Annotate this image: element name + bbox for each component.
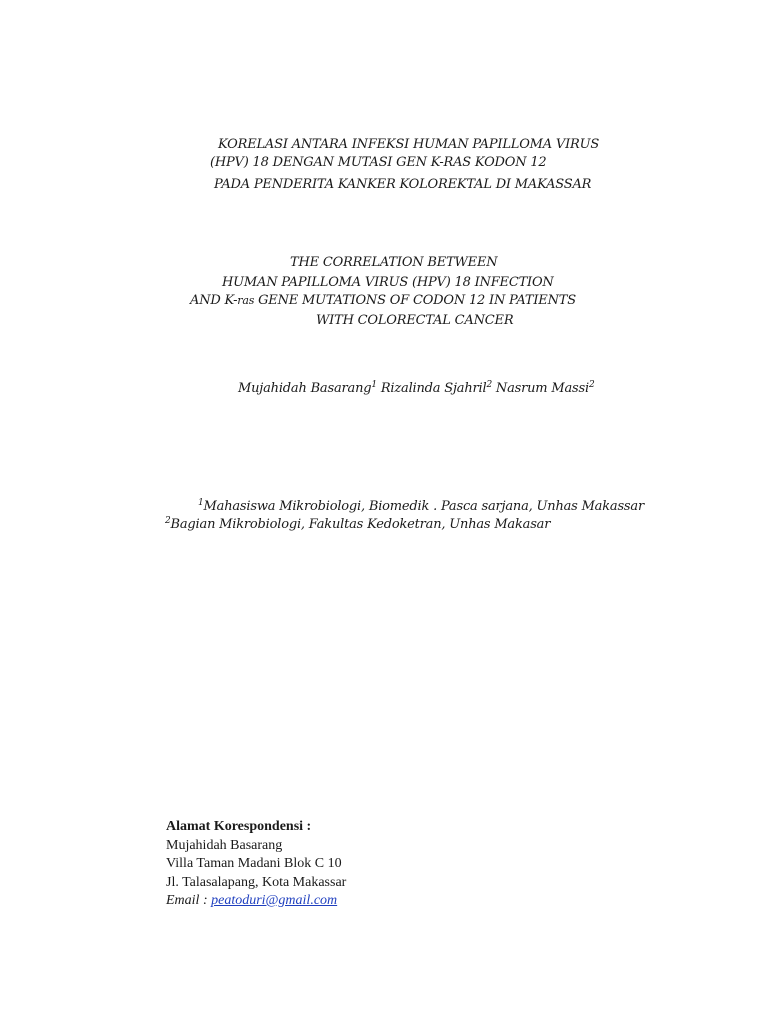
- correspondence-address-1: Villa Taman Madani Blok C 10: [166, 856, 342, 871]
- affiliation-2: [165, 516, 550, 534]
- title-en-line-4: WITH COLORECTAL CANCER: [316, 313, 514, 328]
- title-en-line-3-part-c: GENE MUTATIONS OF CODON 12 IN PATIENTS: [254, 293, 576, 308]
- author-2: Rizalinda Sjahril: [376, 381, 487, 396]
- title-id-line-2: (HPV) 18 DENGAN MUTASI GEN K-RAS KODON 12: [210, 155, 547, 170]
- email-link[interactable]: peatoduri@gmail.com: [211, 893, 338, 908]
- title-en-line-2: HUMAN PAPILLOMA VIRUS (HPV) 18 INFECTION: [222, 275, 554, 290]
- correspondence-heading: Alamat Korespondensi :: [166, 819, 312, 834]
- title-en-line-3-part-a: AND K-: [190, 293, 238, 308]
- title-en-line-1: THE CORRELATION BETWEEN: [290, 255, 498, 270]
- affiliation-2-mark: 2: [165, 516, 171, 526]
- affiliation-1-mark: 1: [198, 498, 204, 508]
- author-3-affiliation-mark: 2: [588, 380, 595, 390]
- title-id-line-1: KORELASI ANTARA INFEKSI HUMAN PAPILLOMA VIRUS: [218, 137, 600, 152]
- affiliation-1-text: Mahasiswa Mikrobiologi, Biomedik . Pasca sarjana, Unhas Makassar: [203, 499, 644, 514]
- correspondence-email-row: [166, 892, 346, 911]
- correspondence-block: [166, 818, 346, 911]
- email-label: Email :: [166, 893, 212, 908]
- correspondence-name: Mujahidah Basarang: [166, 837, 283, 853]
- author-3: Nasrum Massi: [491, 381, 589, 396]
- correspondence-address-2: Jl. Talasalapang, Kota Makassar: [166, 874, 347, 890]
- title-en-ras-term: ras: [237, 294, 255, 307]
- title-en-line-3: [190, 292, 576, 310]
- title-id-line-3: PADA PENDERITA KANKER KOLOREKTAL DI MAKASSAR: [214, 177, 592, 192]
- author-1: Mujahidah Basarang: [238, 381, 372, 396]
- affiliation-2-text: Bagian Mikrobiologi, Fakultas Kedoketran, Unhas Makasar: [170, 517, 551, 532]
- author-1-affiliation-mark: 1: [371, 380, 377, 390]
- author-list: [238, 380, 594, 398]
- affiliation-1: [198, 498, 644, 516]
- author-2-affiliation-mark: 2: [486, 380, 492, 390]
